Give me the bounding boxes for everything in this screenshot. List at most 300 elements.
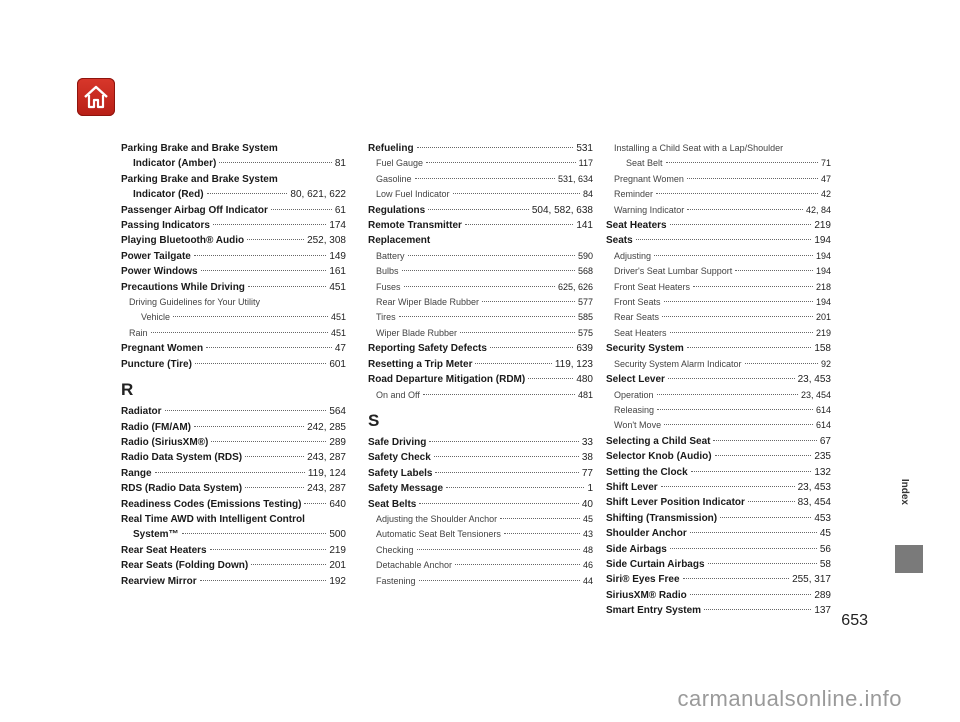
entry-pages[interactable]: 81 <box>334 158 346 170</box>
leader-dots <box>247 239 304 240</box>
index-entry[interactable] <box>606 372 831 387</box>
leader-dots <box>661 486 795 487</box>
entry-term: Rear Wiper Blade Rubber <box>376 297 480 308</box>
entry-pages[interactable]: 58 <box>819 558 831 570</box>
entry-pages[interactable]: 451 <box>330 327 346 338</box>
leader-dots <box>670 332 813 333</box>
entry-term: Security System <box>606 343 684 355</box>
entry-term: Battery <box>376 250 405 261</box>
entry-pages[interactable]: 194 <box>814 235 831 247</box>
leader-dots <box>664 424 813 425</box>
index-tab-label: Index <box>899 478 910 505</box>
entry-pages[interactable]: 61 <box>334 204 346 216</box>
entry-pages[interactable]: 614 <box>815 420 831 431</box>
entry-term: System™ <box>133 529 179 541</box>
leader-dots <box>490 347 573 348</box>
entry-term: On and Off <box>376 389 420 400</box>
entry-pages[interactable]: 83, 454 <box>797 497 831 509</box>
entry-pages[interactable]: 33 <box>581 436 593 448</box>
leader-dots <box>213 224 326 225</box>
leader-dots <box>207 193 288 194</box>
index-entry[interactable] <box>368 187 593 202</box>
entry-term: Parking Brake and Brake System <box>121 173 278 185</box>
index-entry[interactable] <box>121 357 346 372</box>
index-entry[interactable] <box>121 341 346 356</box>
entry-pages[interactable]: 451 <box>329 281 346 293</box>
leader-dots <box>708 563 817 564</box>
index-entry[interactable] <box>606 141 831 156</box>
index-entry[interactable] <box>368 450 593 465</box>
index-entry[interactable] <box>121 187 346 202</box>
index-entry[interactable] <box>606 172 831 187</box>
entry-pages[interactable]: 243, 287 <box>307 452 346 464</box>
entry-term: RDS (Radio Data System) <box>121 483 243 495</box>
entry-pages[interactable]: 119, 124 <box>307 467 346 479</box>
entry-term: Radio (SiriusXM®) <box>121 436 209 448</box>
entry-term: Replacement <box>368 235 431 247</box>
entry-pages[interactable]: 132 <box>814 466 831 478</box>
index-entry[interactable] <box>606 326 831 341</box>
leader-dots <box>460 332 575 333</box>
entry-pages[interactable]: 568 <box>577 266 593 277</box>
index-entry[interactable] <box>121 280 346 295</box>
entry-pages[interactable]: 80, 621, 622 <box>290 189 346 201</box>
entry-pages[interactable]: 158 <box>814 343 831 355</box>
index-entry[interactable] <box>121 172 346 187</box>
entry-term: Tires <box>376 312 396 323</box>
index-entry[interactable] <box>121 203 346 218</box>
index-entry[interactable] <box>606 187 831 202</box>
entry-pages[interactable]: 23, 453 <box>797 481 831 493</box>
entry-term: Rear Seats (Folding Down) <box>121 560 249 572</box>
index-entry[interactable] <box>121 450 346 465</box>
index-entry[interactable] <box>368 172 593 187</box>
entry-pages[interactable]: 531 <box>576 143 593 154</box>
entry-term: Setting the Clock <box>606 466 688 478</box>
leader-dots <box>745 363 818 364</box>
leader-dots <box>200 580 327 581</box>
index-column-2 <box>368 141 593 589</box>
entry-term: Seat Belt <box>626 158 663 169</box>
entry-pages[interactable]: 219 <box>329 544 346 556</box>
entry-pages[interactable]: 531, 634 <box>557 173 593 184</box>
index-entry[interactable] <box>606 418 831 433</box>
entry-pages[interactable]: 453 <box>814 512 831 524</box>
entry-term: Power Tailgate <box>121 250 191 262</box>
leader-dots <box>428 209 529 210</box>
entry-term: Range <box>121 467 152 479</box>
leader-dots <box>670 548 817 549</box>
entry-pages[interactable]: 451 <box>330 312 346 323</box>
page-number: 653 <box>841 612 868 629</box>
index-entry[interactable] <box>606 264 831 279</box>
index-entry[interactable] <box>606 357 831 372</box>
index-entry[interactable] <box>606 218 831 233</box>
index-entry[interactable] <box>368 497 593 512</box>
entry-term: Low Fuel Indicator <box>376 189 450 200</box>
entry-term: Refueling <box>368 143 414 154</box>
section-letter: R <box>121 380 134 400</box>
index-entry[interactable] <box>368 372 593 387</box>
entry-pages[interactable]: 500 <box>329 529 346 541</box>
index-entry[interactable] <box>121 420 346 435</box>
entry-term: Warning Indicator <box>614 204 685 215</box>
index-entry[interactable] <box>121 264 346 279</box>
index-entry[interactable] <box>121 326 346 341</box>
entry-term: Wiper Blade Rubber <box>376 327 458 338</box>
index-entry[interactable] <box>606 388 831 403</box>
entry-term: Automatic Seat Belt Tensioners <box>376 529 501 540</box>
home-button[interactable] <box>77 78 115 116</box>
leader-dots <box>500 518 580 519</box>
entry-pages[interactable]: 48 <box>582 544 593 555</box>
entry-pages[interactable]: 235 <box>814 451 831 463</box>
index-entry[interactable] <box>368 310 593 325</box>
entry-pages[interactable]: 92 <box>820 358 831 369</box>
entry-pages[interactable]: 45 <box>819 528 831 540</box>
entry-term: Precautions While Driving <box>121 281 245 293</box>
leader-dots <box>210 549 327 550</box>
leader-dots <box>155 472 305 473</box>
index-entry[interactable] <box>368 249 593 264</box>
entry-term: Shift Lever <box>606 481 658 493</box>
index-entry[interactable] <box>606 434 831 449</box>
index-entry[interactable] <box>606 572 831 587</box>
leader-dots <box>417 549 580 550</box>
index-entry[interactable] <box>368 435 593 450</box>
entry-term: Rearview Mirror <box>121 575 197 587</box>
index-entry[interactable] <box>606 588 831 603</box>
index-entry[interactable] <box>606 280 831 295</box>
index-entry[interactable] <box>121 295 346 310</box>
index-column-1 <box>121 141 346 589</box>
entry-pages[interactable]: 218 <box>815 281 831 292</box>
index-entry[interactable] <box>606 233 831 248</box>
leader-dots <box>693 286 813 287</box>
entry-pages[interactable]: 289 <box>329 436 346 448</box>
entry-pages[interactable]: 56 <box>819 543 831 555</box>
entry-term: Regulations <box>368 204 426 216</box>
entry-term: Gasoline <box>376 173 412 184</box>
entry-pages[interactable]: 242, 285 <box>307 421 346 433</box>
index-entry[interactable] <box>121 497 346 512</box>
entry-term: Installing a Child Seat with a Lap/Shoulder <box>614 143 784 153</box>
entry-term: Front Seats <box>614 297 661 308</box>
leader-dots <box>455 564 580 565</box>
index-entry[interactable] <box>606 341 831 356</box>
entry-pages[interactable]: 504, 582, 638 <box>531 204 593 216</box>
leader-dots <box>662 316 813 317</box>
entry-pages[interactable]: 640 <box>329 498 346 510</box>
index-entry[interactable] <box>368 466 593 481</box>
entry-term: Indicator (Amber) <box>133 158 217 170</box>
index-entry[interactable] <box>121 558 346 573</box>
entry-pages[interactable]: 141 <box>576 220 593 232</box>
entry-pages[interactable]: 201 <box>815 312 831 323</box>
entry-pages[interactable]: 47 <box>820 173 831 184</box>
leader-dots <box>657 409 813 410</box>
index-entry[interactable] <box>606 603 831 618</box>
leader-dots <box>194 426 304 427</box>
entry-pages[interactable]: 219 <box>814 220 831 232</box>
entry-pages[interactable]: 219 <box>815 327 831 338</box>
entry-term: Real Time AWD with Intelligent Control <box>121 513 305 525</box>
index-entry[interactable] <box>368 512 593 527</box>
entry-term: Radio (FM/AM) <box>121 421 191 433</box>
index-entry[interactable] <box>606 465 831 480</box>
entry-pages[interactable]: 243, 287 <box>307 483 346 495</box>
leader-dots <box>720 517 811 518</box>
leader-dots <box>748 501 795 502</box>
entry-term: Rear Seat Heaters <box>121 544 207 556</box>
entry-term: Driver's Seat Lumbar Support <box>614 266 733 277</box>
leader-dots <box>715 455 812 456</box>
entry-term: Rear Seats <box>614 312 660 323</box>
entry-term: Fuel Gauge <box>376 158 424 169</box>
entry-pages[interactable]: 192 <box>329 575 346 587</box>
entry-pages[interactable]: 255, 317 <box>792 574 831 586</box>
leader-dots <box>465 224 573 225</box>
entry-term: Pregnant Women <box>614 173 684 184</box>
index-entry[interactable] <box>606 295 831 310</box>
index-entry[interactable] <box>606 203 831 218</box>
entry-pages[interactable]: 71 <box>820 158 831 169</box>
entry-term: Power Windows <box>121 266 198 278</box>
leader-dots <box>194 255 326 256</box>
entry-pages[interactable]: 289 <box>814 589 831 601</box>
leader-dots <box>426 162 576 163</box>
entry-term: Won't Move <box>614 420 662 431</box>
index-entry[interactable] <box>121 543 346 558</box>
index-entry[interactable] <box>121 249 346 264</box>
index-entry[interactable] <box>368 543 593 558</box>
entry-pages[interactable]: 23, 454 <box>800 389 831 400</box>
index-entry[interactable] <box>368 141 593 156</box>
index-entry[interactable] <box>121 512 346 527</box>
entry-pages[interactable]: 44 <box>582 575 593 586</box>
entry-term: Select Lever <box>606 374 665 386</box>
leader-dots <box>417 147 574 148</box>
index-tab[interactable] <box>895 545 923 573</box>
index-entry[interactable] <box>606 449 831 464</box>
index-entry[interactable] <box>368 326 593 341</box>
entry-term: Passing Indicators <box>121 220 210 232</box>
leader-dots <box>735 270 813 271</box>
entry-pages[interactable]: 252, 308 <box>307 235 346 247</box>
index-entry[interactable] <box>368 558 593 573</box>
leader-dots <box>664 301 813 302</box>
entry-pages[interactable]: 614 <box>815 404 831 415</box>
entry-term: Passenger Airbag Off Indicator <box>121 204 268 216</box>
entry-term: Releasing <box>614 404 655 415</box>
leader-dots <box>482 301 575 302</box>
leader-dots <box>408 255 575 256</box>
entry-pages[interactable]: 1 <box>587 483 593 495</box>
entry-pages[interactable]: 43 <box>582 529 593 540</box>
index-entry[interactable] <box>121 404 346 419</box>
index-entry[interactable] <box>606 495 831 510</box>
entry-pages[interactable]: 194 <box>815 266 831 277</box>
leader-dots <box>182 533 327 534</box>
entry-term: Siri® Eyes Free <box>606 574 680 586</box>
entry-pages[interactable]: 23, 453 <box>797 374 831 386</box>
entry-term: Checking <box>376 544 414 555</box>
entry-pages[interactable]: 40 <box>581 498 593 510</box>
entry-term: Shifting (Transmission) <box>606 512 718 524</box>
index-entry[interactable] <box>368 280 593 295</box>
index-entry[interactable] <box>368 233 593 248</box>
index-entry[interactable] <box>121 481 346 496</box>
entry-term: Seats <box>606 235 633 247</box>
index-entry[interactable] <box>368 218 593 233</box>
entry-term: Reporting Safety Defects <box>368 343 487 355</box>
entry-pages[interactable]: 601 <box>329 358 346 370</box>
leader-dots <box>690 594 812 595</box>
entry-pages[interactable]: 84 <box>582 189 593 200</box>
leader-dots <box>419 503 579 504</box>
entry-pages[interactable]: 46 <box>582 560 593 571</box>
index-entry[interactable] <box>606 511 831 526</box>
index-entry[interactable] <box>368 341 593 356</box>
leader-dots <box>201 270 327 271</box>
index-entry[interactable] <box>606 156 831 171</box>
section-letter: S <box>368 410 380 430</box>
entry-term: Safety Check <box>368 452 431 464</box>
index-entry[interactable] <box>368 481 593 496</box>
index-entry[interactable] <box>368 574 593 589</box>
leader-dots <box>173 316 328 317</box>
index-column-3 <box>606 141 831 619</box>
entry-pages[interactable]: 174 <box>329 220 346 232</box>
entry-term: Detachable Anchor <box>376 560 453 571</box>
index-entry[interactable] <box>368 264 593 279</box>
index-entry[interactable] <box>121 310 346 325</box>
entry-pages[interactable]: 119, 123 <box>554 358 593 370</box>
entry-term: Front Seat Heaters <box>614 281 691 292</box>
index-entry[interactable] <box>121 233 346 248</box>
entry-pages[interactable]: 481 <box>577 389 593 400</box>
leader-dots <box>654 255 813 256</box>
leader-dots <box>423 394 575 395</box>
entry-pages[interactable]: 194 <box>815 250 831 261</box>
entry-pages[interactable]: 201 <box>329 560 346 572</box>
entry-pages[interactable]: 47 <box>334 343 346 355</box>
index-entry[interactable] <box>368 203 593 218</box>
entry-pages[interactable]: 590 <box>577 250 593 261</box>
leader-dots <box>304 503 326 504</box>
entry-term: Road Departure Mitigation (RDM) <box>368 374 526 386</box>
entry-term: Pregnant Women <box>121 343 204 355</box>
entry-term: Smart Entry System <box>606 605 702 617</box>
entry-term: SiriusXM® Radio <box>606 589 687 601</box>
leader-dots <box>415 178 555 179</box>
leader-dots <box>402 270 575 271</box>
leader-dots <box>419 580 580 581</box>
entry-term: Driving Guidelines for Your Utility <box>129 297 261 308</box>
leader-dots <box>165 410 327 411</box>
index-entry[interactable] <box>121 435 346 450</box>
entry-pages[interactable]: 42 <box>820 189 831 200</box>
entry-term: Seat Belts <box>368 498 417 510</box>
entry-term: Playing Bluetooth® Audio <box>121 235 245 247</box>
index-entry[interactable] <box>368 295 593 310</box>
entry-term: Shift Lever Position Indicator <box>606 497 745 509</box>
entry-term: Bulbs <box>376 266 399 277</box>
index-entry[interactable] <box>368 357 593 372</box>
entry-pages[interactable]: 149 <box>329 250 346 262</box>
entry-pages[interactable]: 194 <box>815 297 831 308</box>
entry-term: Indicator (Red) <box>133 189 204 201</box>
entry-pages[interactable]: 639 <box>576 343 593 355</box>
entry-term: Vehicle <box>141 312 171 323</box>
entry-term: Resetting a Trip Meter <box>368 358 473 370</box>
entry-pages[interactable]: 480 <box>576 374 593 386</box>
entry-term: Radiator <box>121 406 162 418</box>
entry-pages[interactable]: 577 <box>577 297 593 308</box>
leader-dots <box>429 441 579 442</box>
entry-pages[interactable]: 137 <box>814 605 831 617</box>
entry-term: Side Curtain Airbags <box>606 558 705 570</box>
entry-term: Security System Alarm Indicator <box>614 358 742 369</box>
entry-pages[interactable]: 77 <box>581 467 593 479</box>
index-entry[interactable] <box>606 249 831 264</box>
entry-pages[interactable]: 625, 626 <box>557 281 593 292</box>
leader-dots <box>504 533 580 534</box>
entry-pages[interactable]: 45 <box>582 513 593 524</box>
entry-pages[interactable]: 564 <box>329 406 346 418</box>
index-entry[interactable] <box>368 527 593 542</box>
index-entry[interactable] <box>121 141 346 156</box>
leader-dots <box>528 378 573 379</box>
index-entry[interactable] <box>121 574 346 589</box>
leader-dots <box>211 441 326 442</box>
index-entry[interactable] <box>606 526 831 541</box>
leader-dots <box>713 440 816 441</box>
entry-pages[interactable]: 38 <box>581 452 593 464</box>
leader-dots <box>434 456 579 457</box>
entry-term: Adjusting <box>614 250 652 261</box>
entry-term: Shoulder Anchor <box>606 528 687 540</box>
index-entry[interactable] <box>606 557 831 572</box>
index-entry[interactable] <box>121 466 346 481</box>
entry-term: Fastening <box>376 575 416 586</box>
entry-term: Readiness Codes (Emissions Testing) <box>121 498 302 510</box>
entry-pages[interactable]: 575 <box>577 327 593 338</box>
index-entry[interactable] <box>121 527 346 542</box>
entry-pages[interactable]: 585 <box>577 312 593 323</box>
index-entry[interactable] <box>606 542 831 557</box>
index-entry[interactable] <box>121 156 346 171</box>
entry-pages[interactable]: 42, 84 <box>805 204 831 215</box>
entry-pages[interactable]: 117 <box>578 158 593 169</box>
leader-dots <box>195 363 326 364</box>
index-entry[interactable] <box>606 403 831 418</box>
leader-dots <box>656 193 818 194</box>
entry-term: Parking Brake and Brake System <box>121 143 278 154</box>
index-entry[interactable] <box>368 388 593 403</box>
entry-term: Adjusting the Shoulder Anchor <box>376 513 498 524</box>
entry-term: Remote Transmitter <box>368 220 462 232</box>
entry-pages[interactable]: 161 <box>329 266 346 278</box>
entry-term: Fuses <box>376 281 401 292</box>
leader-dots <box>245 456 304 457</box>
entry-pages[interactable]: 67 <box>819 435 831 447</box>
index-entry[interactable] <box>121 218 346 233</box>
leader-dots <box>691 471 812 472</box>
index-entry[interactable] <box>606 480 831 495</box>
index-entry[interactable] <box>368 156 593 171</box>
index-entry[interactable] <box>606 310 831 325</box>
